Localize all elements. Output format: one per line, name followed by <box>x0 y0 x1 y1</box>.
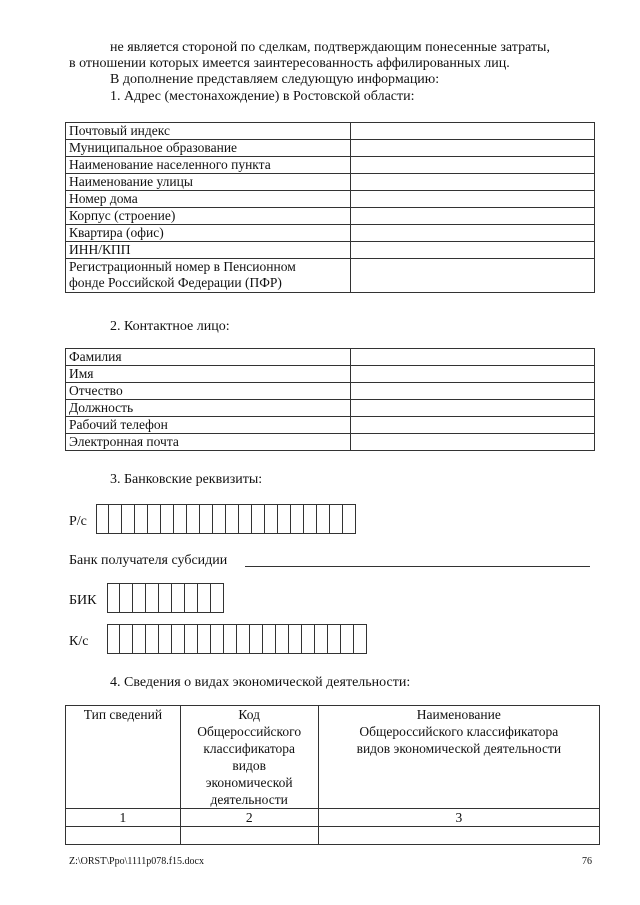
ks-digit-boxes[interactable] <box>107 624 367 654</box>
digit-box[interactable] <box>263 624 276 654</box>
section-3-heading: 3. Банковские реквизиты: <box>110 472 263 487</box>
digit-box[interactable] <box>172 583 185 613</box>
section-1-heading: 1. Адрес (местонахождение) в Ростовской области: <box>110 89 415 104</box>
digit-box[interactable] <box>187 504 200 534</box>
table-number-row <box>66 809 600 827</box>
code-cell[interactable] <box>180 827 318 845</box>
digit-box[interactable] <box>185 583 198 613</box>
table-row <box>66 123 595 140</box>
digit-box[interactable] <box>211 583 224 613</box>
digit-box[interactable] <box>224 624 237 654</box>
col-code-line: Общероссийского <box>197 724 302 739</box>
col-name-line: Общероссийского классификатора <box>359 724 559 739</box>
digit-box[interactable] <box>291 504 304 534</box>
digit-box[interactable] <box>146 583 159 613</box>
col-code-header <box>180 706 318 809</box>
address-table-body <box>66 123 595 293</box>
building-field[interactable] <box>350 208 594 225</box>
digit-box[interactable] <box>161 504 174 534</box>
table-row <box>66 434 595 451</box>
row-label: Муниципальное образование <box>66 140 351 157</box>
bik-label: БИК <box>69 593 97 608</box>
col-name-line: видов экономической деятельности <box>356 741 562 756</box>
contact-table-body <box>66 349 595 451</box>
digit-box[interactable] <box>226 504 239 534</box>
digit-box[interactable] <box>96 504 109 534</box>
digit-box[interactable] <box>200 504 213 534</box>
section-4-heading: 4. Сведения о видах экономической деятельности: <box>110 675 411 690</box>
col-type-header: Тип сведений <box>66 706 181 809</box>
position-field[interactable] <box>350 400 594 417</box>
type-cell[interactable] <box>66 827 181 845</box>
table-row <box>66 400 595 417</box>
digit-box[interactable] <box>133 624 146 654</box>
row-label: Имя <box>66 366 351 383</box>
digit-box[interactable] <box>289 624 302 654</box>
row-label: Номер дома <box>66 191 351 208</box>
table-row <box>66 208 595 225</box>
table-row <box>66 259 595 293</box>
digit-box[interactable] <box>107 624 120 654</box>
digit-box[interactable] <box>330 504 343 534</box>
digit-box[interactable] <box>276 624 289 654</box>
col-name-header <box>318 706 599 809</box>
table-row <box>66 349 595 366</box>
page-number: 76 <box>582 856 592 867</box>
digit-box[interactable] <box>211 624 224 654</box>
digit-box[interactable] <box>109 504 122 534</box>
digit-box[interactable] <box>302 624 315 654</box>
row-label: Наименование населенного пункта <box>66 157 351 174</box>
intro-line-2: в отношении которых имеется заинтересованность аффилированных лиц. <box>69 56 510 71</box>
digit-box[interactable] <box>213 504 226 534</box>
address-table <box>65 122 595 293</box>
table-row <box>66 225 595 242</box>
rs-digit-boxes[interactable] <box>96 504 356 534</box>
row-label: ИНН/КПП <box>66 242 351 259</box>
patronymic-field[interactable] <box>350 383 594 400</box>
digit-box[interactable] <box>328 624 341 654</box>
row-label: Наименование улицы <box>66 174 351 191</box>
col-number: 1 <box>66 809 181 827</box>
digit-box[interactable] <box>317 504 330 534</box>
house-number-field[interactable] <box>350 191 594 208</box>
row-label: Должность <box>66 400 351 417</box>
bank-name-label: Банк получателя субсидии <box>69 553 228 568</box>
first-name-field[interactable] <box>350 366 594 383</box>
digit-box[interactable] <box>250 624 263 654</box>
digit-box[interactable] <box>198 624 211 654</box>
digit-box[interactable] <box>265 504 278 534</box>
digit-box[interactable] <box>159 583 172 613</box>
municipality-field[interactable] <box>350 140 594 157</box>
table-row <box>66 157 595 174</box>
pfr-label-line-1: Регистрационный номер в Пенсионном <box>69 259 296 274</box>
bank-name-input-line[interactable] <box>245 566 590 567</box>
digit-box[interactable] <box>185 624 198 654</box>
pfr-number-field[interactable] <box>350 259 594 293</box>
table-header-row <box>66 706 600 809</box>
digit-box[interactable] <box>354 624 367 654</box>
settlement-field[interactable] <box>350 157 594 174</box>
row-label: Корпус (строение) <box>66 208 351 225</box>
digit-box[interactable] <box>107 583 120 613</box>
col-number: 2 <box>180 809 318 827</box>
digit-box[interactable] <box>120 624 133 654</box>
table-row <box>66 383 595 400</box>
digit-box[interactable] <box>146 624 159 654</box>
digit-box[interactable] <box>133 583 146 613</box>
row-label: Фамилия <box>66 349 351 366</box>
row-label: Квартира (офис) <box>66 225 351 242</box>
digit-box[interactable] <box>239 504 252 534</box>
col-name-line: Наименование <box>416 707 501 722</box>
footer-file-path: Z:\ORST\Ppo\1111p078.f15.docx <box>69 856 204 867</box>
row-label: Почтовый индекс <box>66 123 351 140</box>
table-row <box>66 417 595 434</box>
digit-box[interactable] <box>304 504 317 534</box>
section-2-heading: 2. Контактное лицо: <box>110 319 230 334</box>
col-number: 3 <box>318 809 599 827</box>
digit-box[interactable] <box>135 504 148 534</box>
inn-kpp-field[interactable] <box>350 242 594 259</box>
digit-box[interactable] <box>148 504 161 534</box>
table-row <box>66 191 595 208</box>
digit-box[interactable] <box>278 504 291 534</box>
pfr-label-line-2: фонде Российской Федерации (ПФР) <box>69 275 282 290</box>
okved-table-body <box>66 706 600 845</box>
digit-box[interactable] <box>315 624 328 654</box>
street-field[interactable] <box>350 174 594 191</box>
row-label: Рабочий телефон <box>66 417 351 434</box>
okved-table <box>65 705 600 845</box>
table-row <box>66 827 600 845</box>
intro-line-1: не является стороной по сделкам, подтверждающим понесенные затраты, <box>110 40 550 55</box>
digit-box[interactable] <box>120 583 133 613</box>
col-code-line: видов <box>232 758 266 773</box>
table-row <box>66 140 595 157</box>
digit-box[interactable] <box>237 624 250 654</box>
digit-box[interactable] <box>122 504 135 534</box>
work-phone-field[interactable] <box>350 417 594 434</box>
digit-box[interactable] <box>198 583 211 613</box>
table-row <box>66 174 595 191</box>
row-label <box>66 259 351 293</box>
digit-box[interactable] <box>341 624 354 654</box>
name-cell[interactable] <box>318 827 599 845</box>
table-row <box>66 366 595 383</box>
apartment-field[interactable] <box>350 225 594 242</box>
table-row <box>66 242 595 259</box>
last-name-field[interactable] <box>350 349 594 366</box>
digit-box[interactable] <box>159 624 172 654</box>
email-field[interactable] <box>350 434 594 451</box>
intro-line-3: В дополнение представляем следующую информацию: <box>110 72 440 87</box>
col-code-line: классификатора <box>203 741 296 756</box>
contact-table <box>65 348 595 451</box>
digit-box[interactable] <box>174 504 187 534</box>
rs-label: Р/с <box>69 514 87 529</box>
row-label: Электронная почта <box>66 434 351 451</box>
bik-digit-boxes[interactable] <box>107 583 224 613</box>
col-code-line: экономической <box>205 775 293 790</box>
digit-box[interactable] <box>343 504 356 534</box>
col-code-line: деятельности <box>210 792 288 807</box>
col-code-line: Код <box>238 707 260 722</box>
postal-code-field[interactable] <box>350 123 594 140</box>
ks-label: К/с <box>69 634 89 649</box>
row-label: Отчество <box>66 383 351 400</box>
digit-box[interactable] <box>252 504 265 534</box>
digit-box[interactable] <box>172 624 185 654</box>
